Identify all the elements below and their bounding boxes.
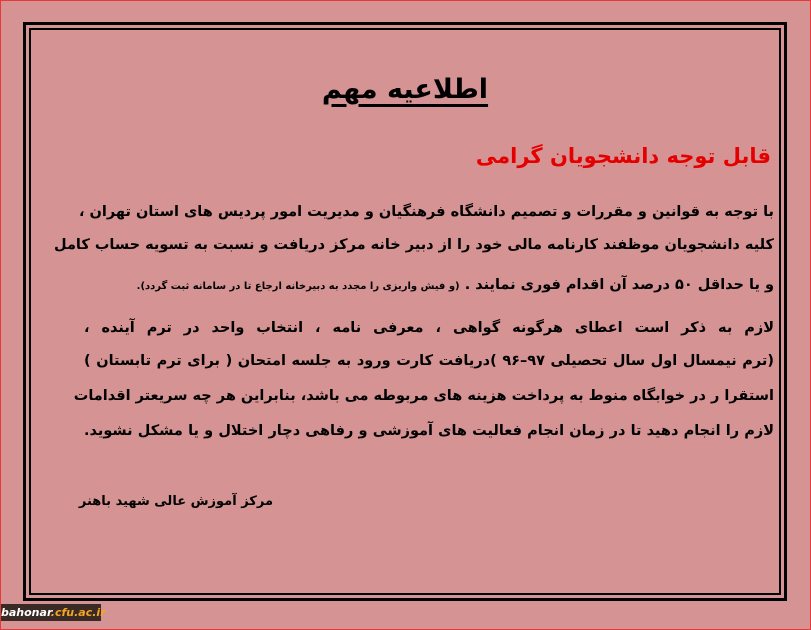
site-watermark — [1, 604, 106, 621]
notice-subtitle: قابل توجه دانشجویان گرامی — [475, 144, 771, 168]
paragraph2-line: لازم را انجام دهید تا در زمان انجام فعالیت های آموزشی و رفاهی دچار اختلال و یا مشکل نشوید. — [84, 423, 774, 439]
paragraph2-line: (ترم نیمسال اول سال تحصیلی ۹۷–۹۶ )دریافت کارت ورود به جلسه امتحان ( برای ترم تابستان ) — [84, 353, 774, 369]
paragraph1-line: کلیه دانشجویان موظفند کارنامه مالی خود را از دبیر خانه مرکز دریافت و نسبت به تسویه حساب کامل — [54, 237, 774, 253]
signature: مرکز آموزش عالی شهید باهنر — [78, 494, 273, 509]
paragraph2-line: لازم به ذکر است اعطای هرگونه گواهی ، معرفی نامه ، انتخاب واحد در ترم آینده ، — [84, 320, 774, 336]
paragraph1-text: و یا حداقل ۵۰ درصد آن اقدام فوری نمایند . — [464, 277, 774, 293]
paragraph1-line: با توجه به قوانین و مقررات و تصمیم دانشگاه فرهنگیان و مدیریت امور پردیس های استان تهران ، — [79, 204, 774, 220]
site-name: bahonar — [1, 606, 51, 619]
notice-frame-inner — [29, 28, 781, 595]
paragraph1-note: (و فیش واریزی را مجدد به دبیرخانه ارجاع تا در سامانه ثبت گردد). — [136, 281, 460, 292]
paragraph1-line — [84, 277, 774, 293]
paragraph2-line: استقرا ر در خوابگاه منوط به پرداخت هزینه های مربوطه می باشد، بنابراین هر چه سریعتر اقدامات — [73, 388, 774, 404]
notice-frame — [23, 22, 787, 601]
notice-title: اطلاعیه مهم — [321, 74, 489, 105]
site-domain: .cfu.ac.ir — [50, 606, 106, 619]
